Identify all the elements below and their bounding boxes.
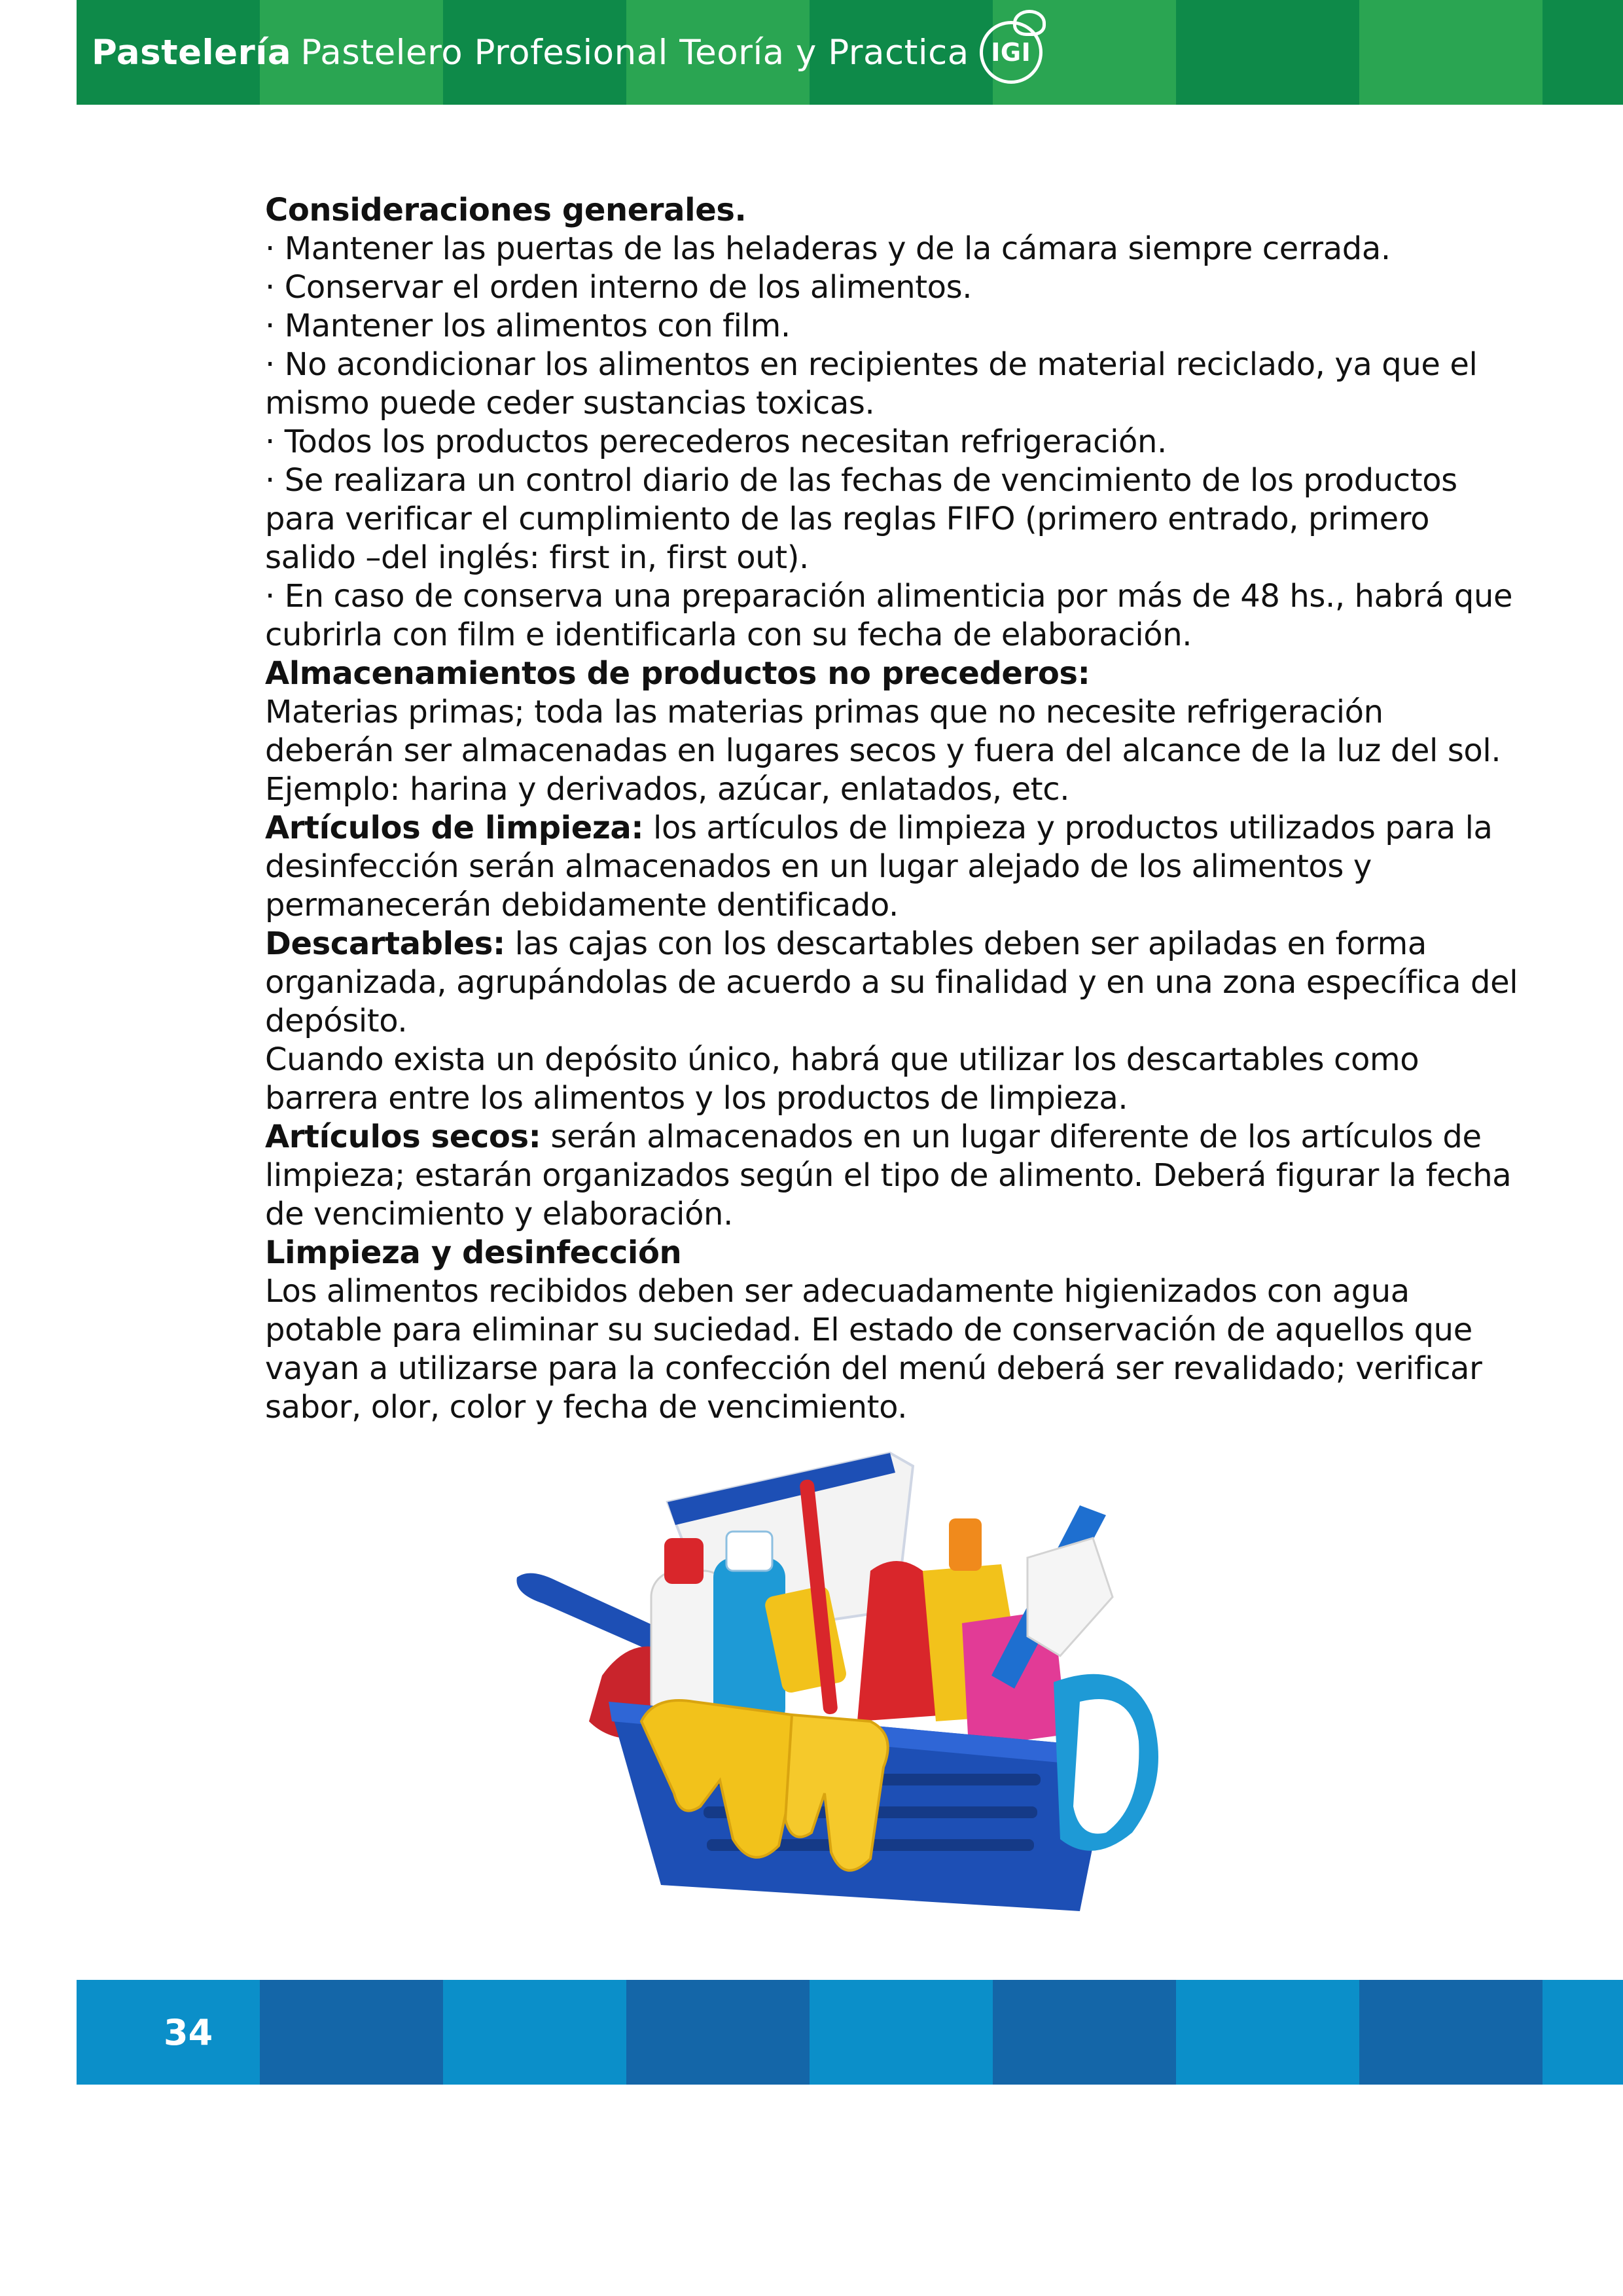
footer-stripe	[626, 1980, 810, 2085]
igi-logo	[980, 21, 1043, 84]
chef-hat-icon	[1013, 10, 1046, 36]
header-stripe	[1176, 0, 1359, 105]
bullet-item: · Conservar el orden interno de los alimentos.	[265, 269, 972, 306]
footer-stripe	[1176, 1980, 1359, 2085]
section-heading: Limpieza y desinfección	[265, 1234, 682, 1271]
page-footer-band	[77, 1980, 1623, 2085]
paragraph: Cuando exista un depósito único, habrá que utilizar los descartables como barrera entre los alimentos y los productos de limpieza.	[265, 1041, 1419, 1117]
bullet-item: · Mantener las puertas de las heladeras y de la cámara siempre cerrada.	[265, 230, 1391, 267]
header-section-title: Pastelería	[92, 32, 292, 73]
page-content	[265, 191, 1518, 1427]
bullet-item: · Todos los productos perecederos necesitan refrigeración.	[265, 423, 1167, 460]
paragraph: Materias primas; toda las materias primas que no necesite refrigeración deberán ser almacenadas en lugares secos y fuera del alcance de la luz del sol. Ejemplo: harina y derivados, azúcar, enlatados, etc.	[265, 694, 1501, 808]
header-stripe	[1359, 0, 1543, 105]
footer-stripe	[260, 1980, 443, 2085]
footer-stripe	[810, 1980, 993, 2085]
section-heading: Almacenamientos de productos no precederos:	[265, 655, 1090, 692]
bottle-trigger	[726, 1532, 772, 1571]
paragraph	[265, 925, 1518, 1041]
running-header	[92, 0, 1043, 105]
bullet-item: · En caso de conserva una preparación alimenticia por más de 48 hs., habrá que cubrirla con film e identificarla con su fecha de elaboración.	[265, 578, 1513, 653]
paragraph: Los alimentos recibidos deben ser adecuadamente higienizados con agua potable para eliminar su suciedad. El estado de conservación de aquellos que vayan a utilizarse para la confección del menú deberá ser revalidado; verificar sabor, olor, color y fecha de vencimiento.	[265, 1273, 1482, 1426]
term-text: las cajas con los descartables deben ser apiladas en forma organizada, agrupándolas de acuerdo a su finalidad y en una zona específica del depósito.	[265, 925, 1518, 1039]
term-text: serán almacenados en un lugar diferente de los artículos de limpieza; estarán organizados según el tipo de alimento. Deberá figurar la fecha de vencimiento y elaboración.	[265, 1119, 1512, 1232]
cleaning-basket-icon	[504, 1440, 1185, 1937]
section-heading: Consideraciones generales.	[265, 192, 747, 228]
footer-stripe	[443, 1980, 626, 2085]
paragraph	[265, 1118, 1518, 1234]
page-number: 34	[164, 2011, 213, 2053]
spray-cap	[664, 1538, 704, 1584]
paragraph	[265, 809, 1518, 925]
footer-stripe	[993, 1980, 1176, 2085]
term-label: Artículos secos:	[265, 1119, 541, 1155]
header-stripe	[1543, 0, 1623, 105]
bullet-item: · No acondicionar los alimentos en recipientes de material reciclado, ya que el mismo puede ceder sustancias toxicas.	[265, 346, 1478, 422]
term-label: Artículos de limpieza:	[265, 810, 644, 846]
spray-bottle-icon	[1027, 1538, 1113, 1656]
header-book-title: Pastelero Profesional Teoría y Practica	[300, 32, 969, 73]
footer-stripe	[1359, 1980, 1543, 2085]
bottle-cap	[949, 1518, 982, 1571]
footer-stripe	[1543, 1980, 1623, 2085]
term-text: los artículos de limpieza y productos utilizados para la desinfección serán almacenados en un lugar alejado de los alimentos y permanecerán debidamente dentificado.	[265, 810, 1493, 924]
term-label: Descartables:	[265, 925, 505, 962]
bullet-item: · Mantener los alimentos con film.	[265, 308, 791, 344]
logo-text: IGI	[991, 38, 1031, 67]
bullet-item: · Se realizara un control diario de las fechas de vencimiento de los productos para verificar el cumplimiento de las reglas FIFO (primero entrado, primero salido –del inglés: first in, first out).	[265, 462, 1457, 576]
